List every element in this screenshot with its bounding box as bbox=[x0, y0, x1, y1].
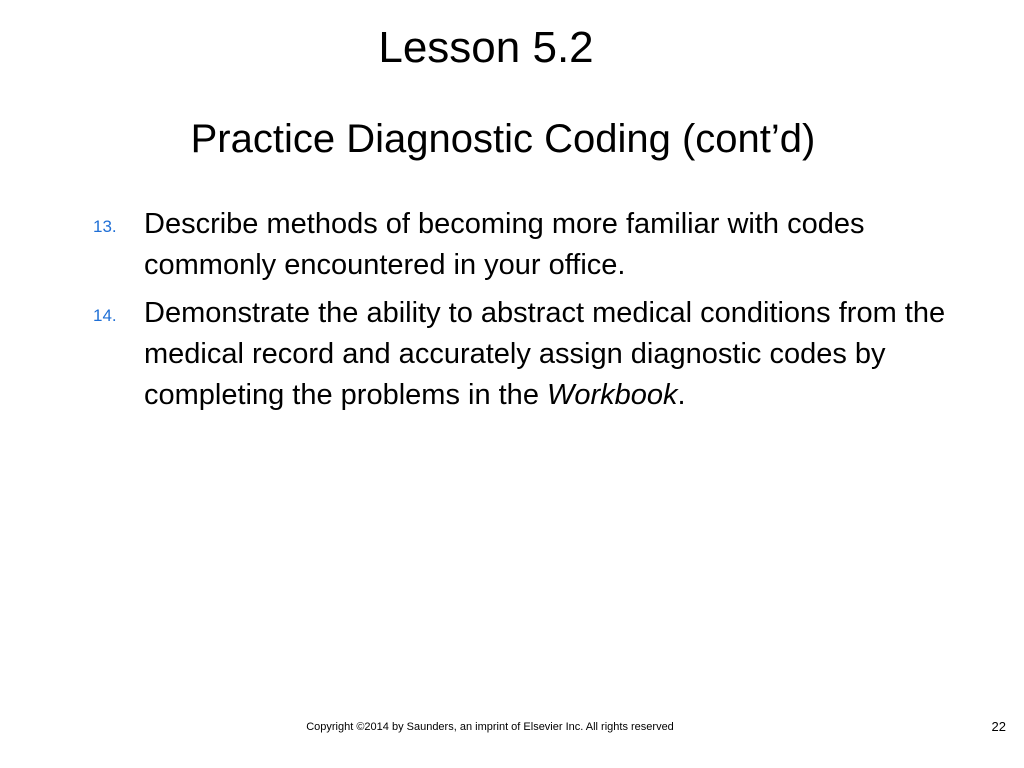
slide-subtitle: Practice Diagnostic Coding (cont’d) bbox=[190, 117, 816, 161]
objectives-list bbox=[90, 204, 970, 423]
page-number: 22 bbox=[991, 719, 1006, 734]
list-item-13 bbox=[90, 204, 970, 286]
item-text bbox=[144, 297, 945, 411]
item-text-main: Describe methods of becoming more familiar with codes commonly encountered in your office. bbox=[144, 208, 865, 281]
item-text-suffix: . bbox=[677, 379, 686, 411]
item-text bbox=[144, 208, 864, 281]
copyright-footer: Copyright ©2014 by Saunders, an imprint of Elsevier Inc. All rights reserved bbox=[306, 721, 674, 733]
slide-title: Lesson 5.2 bbox=[378, 23, 594, 72]
item-number: 13. bbox=[93, 217, 117, 236]
list-item-14 bbox=[90, 293, 970, 416]
item-text-main: Demonstrate the ability to abstract medical conditions from the medical record and accurately assign diagnostic codes by completing the problems in the bbox=[144, 297, 946, 411]
workbook-emphasis: Workbook bbox=[547, 379, 678, 411]
item-number: 14. bbox=[93, 306, 117, 325]
